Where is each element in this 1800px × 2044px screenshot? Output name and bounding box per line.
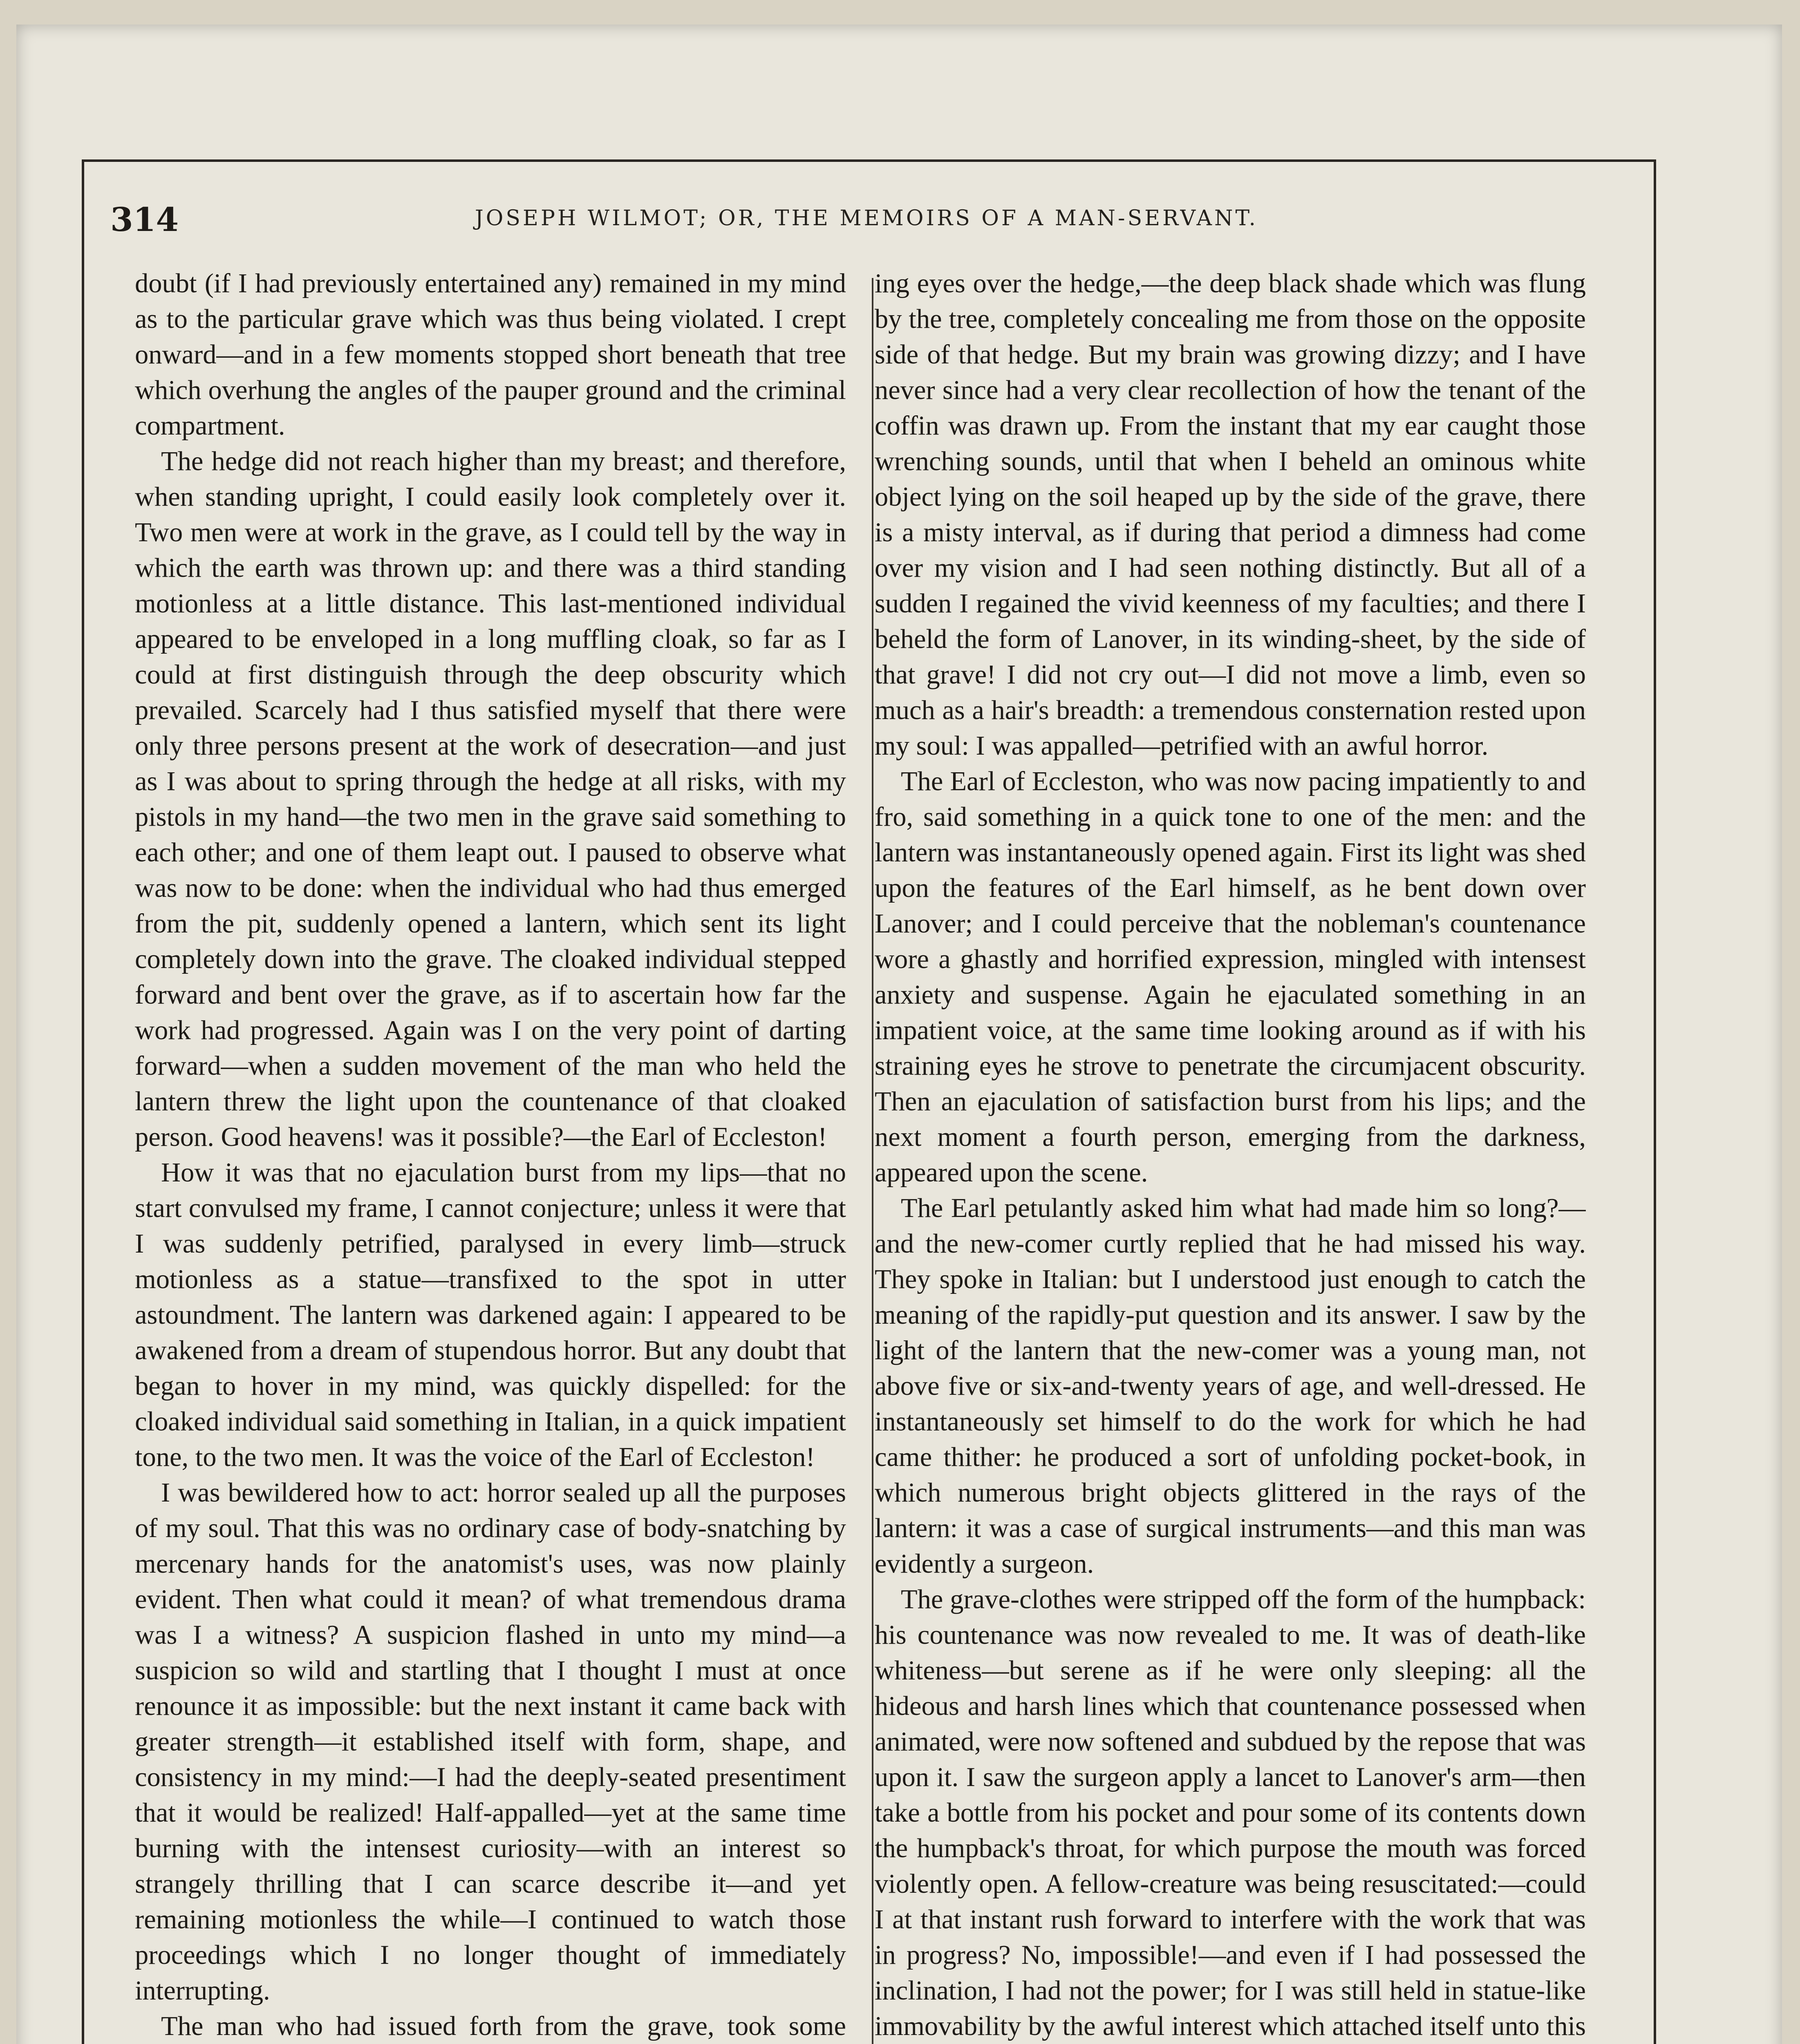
paragraph: The hedge did not reach higher than my breast; and therefore, when standing upright, I could easily look completely over it. Two men were at work in the grave, as I could tell by the way in which the earth was thrown up: and there was a third standing motionless at a little distance. This last-mentioned individual appeared to be enveloped in a long muffling cloak, so far as I could at first distinguish through the deep obscurity which prevailed. Scarcely had I thus satisfied myself that there were only three persons present at the work of desecration—and just as I was about to spring through the hedge at all risks, with my pistols in my hand—the two men in the grave said something to each other; and one of them leapt out. I paused to observe what was now to be done: when the individual who had thus emerged from the pit, suddenly opened a lantern, which sent its light completely down into the grave. The cloaked individual stepped forward and bent over the grave, as if to ascertain how far the work had progressed. Again was I on the very point of darting forward—when a sudden movement of the man who held the lantern threw the light upon the countenance of that cloaked person. Good heavens! was it possible?—the Earl of Eccleston! bbox=[135, 446, 846, 1152]
paragraph: How it was that no ejaculation burst from my lips—that no start convulsed my frame, I cannot conjecture; unless it were that I was suddenly petrified, paralysed in every limb—struck motionless as a statue—transfixed to the spot in utter astoundment. The lantern was darkened again: I appeared to be awakened from a dream of stupendous horror. But any doubt that began to hover in my mind, was quickly dispelled: for the cloaked individual said something in Italian, in a quick impatient tone, to the two men. It was the voice of the Earl of Eccleston! bbox=[135, 1158, 846, 1472]
paragraph: The Earl petulantly asked him what had made him so long?—and the new-comer curtly replied that he had missed his way. They spoke in Italian: but I understood just enough to catch the meaning of the rapidly-put question and its answer. I saw by the light of the lantern that the new-comer was a young man, not above five or six-and-twenty years of age, and well-dressed. He instantaneously set himself to do the work for which he had came thither: he produced a sort of unfolding pocket-book, in which numerous bright objects glittered in the rays of the lantern: it was a case of surgical instruments—and this man was evidently a surgeon. bbox=[875, 1193, 1586, 1579]
paragraph: I was bewildered how to act: horror sealed up all the purposes of my soul. That this was no ordinary case of body-snatching by mercenary hands for the anatomist's uses, was now plainly evident. Then what could it mean? of what tremendous drama was I a witness? A suspicion flashed in unto my mind—a suspicion so wild and startling that I thought I must at once renounce it as impossible: but the next instant it came back with greater strength—it established itself with form, shape, and consistency in my mind:—I had the deeply-seated presentiment that it would be realized! Half-appalled—yet at the same time burning with the intensest curiosity—with an interest so strangely thrilling that I can scarce describe it—and yet remaining motionless the while—I continued to watch those proceedings which I no longer thought of immediately interrupting. bbox=[135, 1478, 846, 2006]
running-header bbox=[110, 200, 1623, 249]
left-column bbox=[135, 266, 846, 2044]
paragraph: doubt (if I had previously entertained any) remained in my mind as to the particular grave which was thus being violated. I crept onward—and in a few moments stopped short beneath that tree which overhung the angles of the pauper ground and the criminal compartment. bbox=[135, 269, 846, 441]
paragraph: ing eyes over the hedge,—the deep black shade which was flung by the tree, completely concealing me from those on the opposite side of that hedge. But my brain was growing dizzy; and I have never since had a very clear recollection of how the tenant of the coffin was drawn up. From the instant that my ear caught those wrenching sounds, until that when I beheld an ominous white object lying on the soil heaped up by the side of the grave, there is a misty interval, as if during that period a dimness had come over my vision and I had seen nothing distinctly. But all of a sudden I regained the vivid keenness of my faculties; and there I beheld the form of Lanover, in its winding-sheet, by the side of that grave! I did not cry out—I did not move a limb, even so much as a hair's breadth: a tremendous consternation rested upon my soul: I was appalled—petrified with an awful horror. bbox=[875, 269, 1586, 761]
running-title: JOSEPH WILMOT; OR, THE MEMOIRS OF A MAN-SERVANT. bbox=[475, 206, 1258, 231]
paragraph: The man who had issued forth from the grave, took some bbox=[161, 2011, 846, 2041]
paragraph: The grave-clothes were stripped off the form of the humpback: his countenance was now revealed to me. It was of death-like whiteness—but serene as if he were only sleeping: all the hideous and harsh lines which that countenance possessed when animated, were now softened and subdued by the repose that was upon it. I saw the surgeon apply a lancet to Lanover's arm—then take a bottle from his pocket and pour some of its contents down the humpback's throat, for which purpose the mouth was forced violently open. A fellow-creature was being resuscitated:—could I at that instant rush forward to interfere with the work that was in progress? No, impossible!—and even if I had possessed the inclination, I had not the power; for I was still held in statue-like immovability by the awful interest which attached itself unto this bbox=[875, 1585, 1586, 2041]
right-column bbox=[875, 266, 1586, 2044]
paragraph: The Earl of Eccleston, who was now pacing impatiently to and fro, said something in a quick tone to one of the men: and the lantern was instantaneously opened again. First its light was shed upon the features of the Earl himself, as he bent down over Lanover; and I could perceive that the nobleman's countenance wore a ghastly and horrified expression, mingled with intensest anxiety and suspense. Again he ejaculated something in an impatient voice, at the same time looking around as if with his straining eyes he strove to penetrate the circumjacent obscurity. Then an ejaculation of satisfaction burst from his lips; and the next moment a fourth person, emerging from the darkness, appeared upon the scene. bbox=[875, 766, 1586, 1188]
column-divider bbox=[872, 278, 873, 2044]
page-number: 314 bbox=[110, 200, 179, 239]
